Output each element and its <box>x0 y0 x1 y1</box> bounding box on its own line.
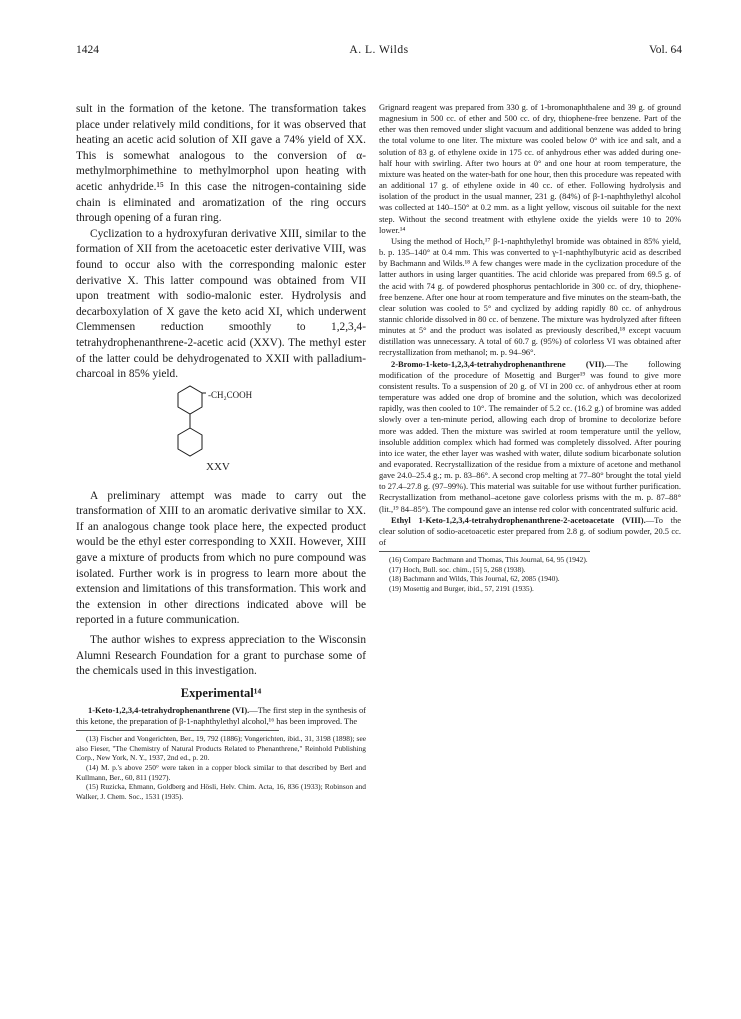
structure-substituent: -CH₂COOH <box>208 389 253 400</box>
footnote: (17) Hoch, Bull. soc. chim., [5] 5, 268 (1938). <box>389 564 526 574</box>
footnote-rule <box>379 551 590 552</box>
footnote: (15) Ruzicka, Ehmann, Goldberg and Hösli, Helv. Chim. Acta, 16, 836 (1933); Robinson and Walker, J. Chem. Soc., 1531 (1935). <box>76 782 366 801</box>
left-column <box>76 102 366 801</box>
experimental-paragraph: Grignard reagent was prepared from 330 g. of 1-bromonaphthalene and 39 g. of ground magnesium in 500 cc. of ether and 500 cc. of dry, thiophene-free benzene. Part of the ether was then removed under slight vacuum and additional benzene was added to bring the total volume to one liter. The mixture was cooled below 0° with ice and salt, and a solution of 83 g. of ethylene oxide in 175 cc. of anhydrous ether was added during one-half hour with swirling. After two hours at 0° and one hour at room temperature, the mixture was heated on the water-bath for one hour, then this procedure was repeated with an additional 17 g. of ethylene oxide in 40 cc. of ether. Following hydrolysis and isolation of the product in the usual manner, 231 g. (84%) of β-1-naphthylethyl alcohol was collected at 140–150° at 0.2 mm. as a light yellow, viscous oil suitable for the next step. Without the second treatment with ethylene oxide the yields were 10 to 20% lower.¹⁴ <box>379 102 681 235</box>
experimental-paragraph <box>76 705 366 727</box>
compound-title: 1-Keto-1,2,3,4-tetrahydrophenanthrene (VI). <box>88 704 250 715</box>
acknowledgment-paragraph: The author wishes to express appreciation to the Wisconsin Alumni Research Foundation for a grant to purchase some of the chemicals used in this investigation. <box>76 634 366 678</box>
footnote: (13) Fischer and Vongerichten, Ber., 19, 792 (1886); Vongerichten, ibid., 31, 3198 (1898); see also Fieser, "The Chemistry of Natural Products Related to Phenanthrene," Reinhold Publishing Corp., New York, N. Y., 1937, 2nd ed., p. 20. <box>76 734 366 763</box>
volume-number: Vol. 64 <box>648 44 682 56</box>
page-header <box>76 44 682 60</box>
paragraph-text: —To the clear solution of sodio-acetoacetic ester prepared from 2.8 g. of sodium powder, 20.5 cc. of <box>379 514 681 548</box>
body-paragraph: A preliminary attempt was made to carry out the transformation of XIII to an aromatic derivative similar to XX. If an analogous change took place here, the expected product would be the ethyl ester corresponding to XXII. However, XIII gave a mixture of products from which no pure compound was isolated. Further work is in progress to learn more about the extension and limitations of this transformation. This work and the extension in other directions indicated above will be reported in a future communication. <box>76 489 366 627</box>
running-author: A. L. Wilds <box>349 44 409 56</box>
body-paragraph: Cyclization to a hydroxyfuran derivative XIII, similar to the formation of XII from the acetoacetic ester derivative VIII, was found to occur also with the corresponding malonic ester derivative X. This latter compound was obtained from VII upon treatment with sodio-malonic ester. Hydrolysis and decarboxylation of X gave the keto acid XI, which underwent Clemmensen reduction smoothly to 1,2,3,4-tetrahydrophenanthrene-2-acetic acid (XXV). The methyl ester of the latter could be dehydrogenated to XXII with palladium-charcoal in 85% yield. <box>76 227 366 381</box>
paragraph-text: —The following modification of the procedure of Mosettig and Burger¹⁹ was found to give more consistent results. To a suspension of 20 g. of VI in 200 cc. of anhydrous ether at room temperature was added one drop of bromine and the solution, which was decolorized rapidly, was then cooled to 10°. The remainder of 5.2 cc. (16.2 g.) of bromine was added slowly over a ten-minute period, allowing each drop of bromine to decolorize before more was added. Then the mixture was swirled at room temperature until the yellow, insoluble addition complex which had formed was completely dissolved. After pouring into ice water, the ether layer was washed with water, dilute sodium bicarbonate solution and evaporated. Recrystallization of the residue from a mixture of acetone and methanol gave 24.0–25.4 g.; m. p. 83–86°. A second crop melting at 77–80° brought the total yield to 27.4–27.8 g. (97–99%). This material was suitable for use without further purification. Recrystallization from methanol–acetone gave colorless prisms with the m. p. 87–88° (lit.,¹⁹ 84–85°). The compound gave an intense red color with concentrated sulfuric acid. <box>379 358 681 514</box>
footnote: (14) M. p.'s above 250° were taken in a copper block similar to that described by Berl and Kullmann, Ber., 60, 811 (1927). <box>76 762 366 782</box>
footnote: (16) Compare Bachmann and Thomas, This Journal, 64, 95 (1942). <box>389 555 588 565</box>
structure-label: XXV <box>206 460 230 473</box>
footnote-rule <box>76 730 279 731</box>
right-column <box>379 102 681 594</box>
page-number: 1424 <box>76 44 99 56</box>
body-paragraph: sult in the formation of the ketone. The transformation takes place under relatively mild conditions, for it was observed that heating an acetic acid solution of XII gave a 74% yield of XX. This is somewhat analogous to the conversion of α-methylmorphimethine to methylmorphol upon heating with acetic anhydride.¹⁵ In this case the nitrogen-containing side chain is eliminated and aromatization of the ring occurs through opening of a furan ring. <box>76 103 366 225</box>
section-heading: Experimental¹⁴ <box>180 685 262 700</box>
compound-title: 2-Bromo-1-keto-1,2,3,4-tetrahydrophenanthrene (VII). <box>391 358 607 369</box>
compound-title: Ethyl 1-Keto-1,2,3,4-tetrahydrophenanthrene-2-acetoacetate (VIII). <box>391 514 646 525</box>
chemical-structure-xxv <box>168 385 366 481</box>
experimental-paragraph: Using the method of Hoch,¹⁷ β-1-naphthylethyl bromide was obtained in 85% yield, b. p. 135–140° at 0.4 mm. This was converted to γ-1-naphthylbutyric acid as described by Bachmann and Wilds.¹⁸ A few changes were made in the cyclization procedure of the latter authors in using larger quantities. The acid chloride was prepared from 69.5 g. of the acid with 74 g. of powdered phosphorus pentachloride in 300 cc. of dry, thiophene-free benzene. After one hour at room temperature and five minutes on the steam-bath, the clear solution was cooled to 5° and cyclized by adding rapidly 80 cc. of anhydrous stannic chloride dissolved in 80 cc. of benzene. The mixture was hydrolyzed after fifteen minutes at 5° and the product was isolated as previously described,¹⁸ except vacuum distillation was unnecessary. A total of 60.7 g. (95%) of colorless VI was obtained after recrystallization from methanol; m. p. 94–96°. <box>379 235 681 358</box>
footnote: (18) Bachmann and Wilds, This Journal, 62, 2085 (1940). <box>389 574 560 584</box>
paragraph-text: —The first step in the synthesis of this ketone, the preparation of β-1-naphthylethyl alcohol,¹⁶ has been improved. The <box>76 704 366 726</box>
footnote: (19) Mosettig and Burger, ibid., 57, 2191 (1935). <box>389 584 534 594</box>
experimental-paragraph <box>379 515 681 548</box>
experimental-paragraph <box>379 359 681 515</box>
